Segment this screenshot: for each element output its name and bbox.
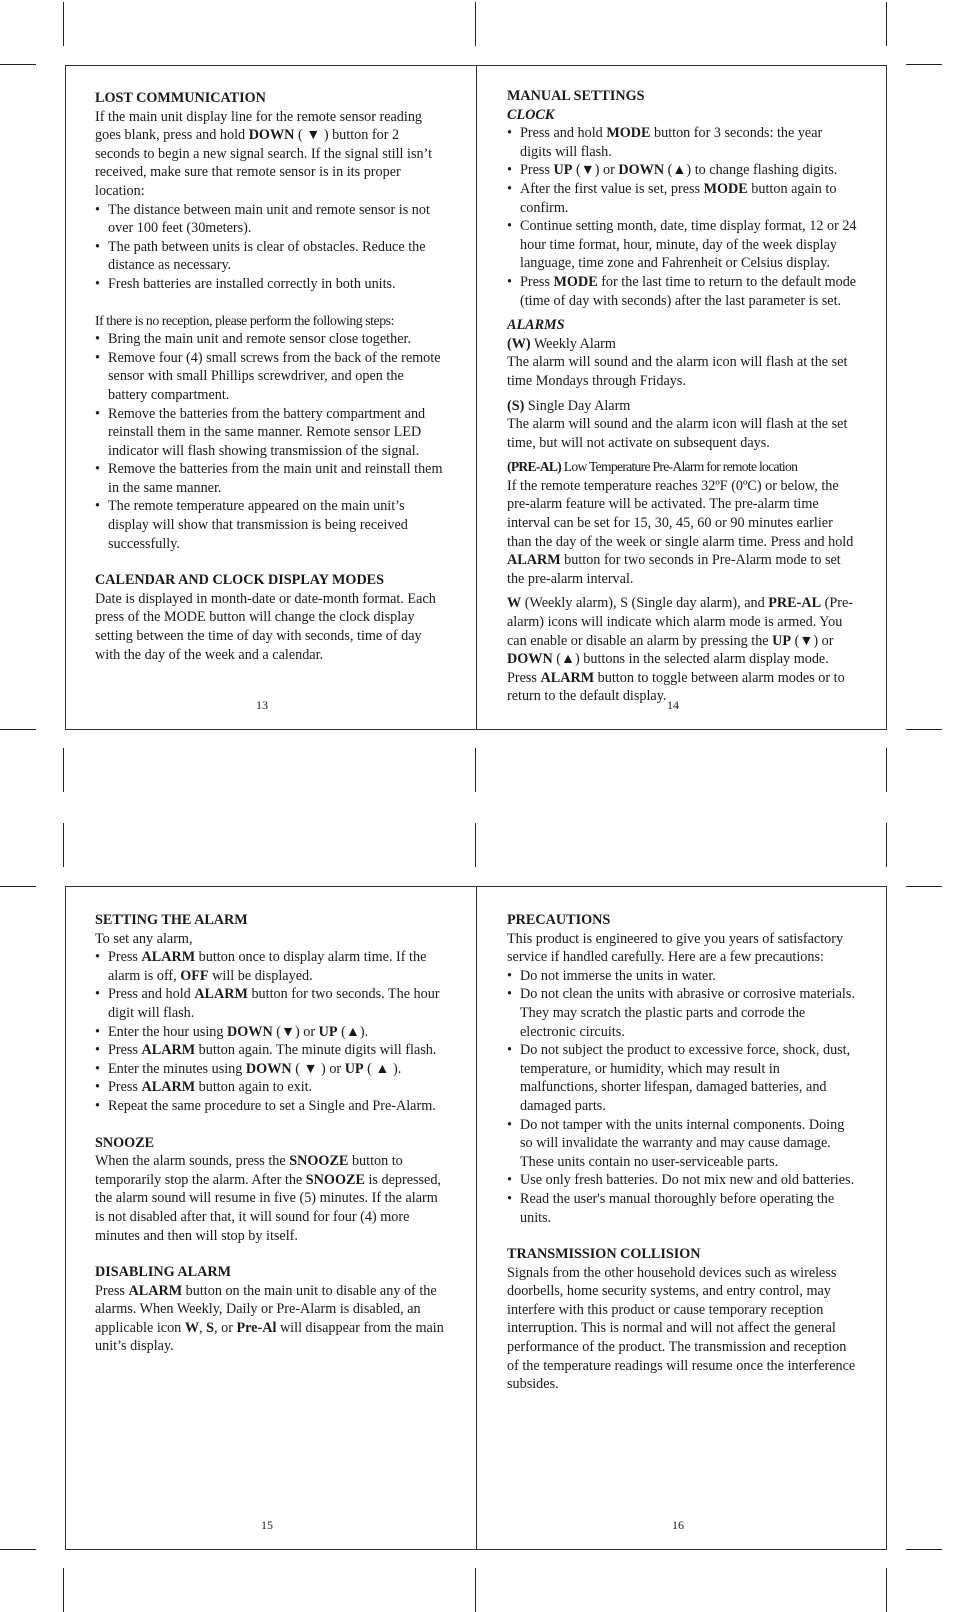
transmission-collision-heading: TRANSMISSION COLLISION [507,1246,701,1263]
list-item: • Enter the hour using DOWN (▼) or UP (▲). [95,1023,445,1042]
crop-mark [906,1549,942,1550]
page-number-15: 15 [261,1518,273,1532]
setting-alarm-heading: SETTING THE ALARM [95,912,248,928]
crop-mark [906,64,942,65]
list-item: • Fresh batteries are installed correctly in both units. [95,275,445,294]
list-item: • Do not immerse the units in water. [507,967,857,986]
clock-subheading: CLOCK [507,106,555,123]
pre-alarm-title: (PRE-AL) Low Temperature Pre-Alarm for remote location [507,459,798,475]
page-number-16: 16 [672,1518,684,1532]
list-item: • Press and hold MODE button for 3 seconds: the year digits will flash. [507,124,857,161]
list-item: • Do not tamper with the units internal components. Doing so will invalidate the warranty and may cause damage. These units contain no user-serviceable parts. [507,1116,857,1172]
precautions-heading: PRECAUTIONS [507,912,611,928]
crop-mark [0,729,36,730]
crop-mark [63,748,64,792]
snooze-text: When the alarm sounds, press the SNOOZE button to temporarily stop the alarm. After the SNOOZE is depressed, the alarm sound will resume in five (5) minutes. If the alarm is not disabled after that, it will sound for four (4) more minutes and then will stop by itself. [95,1153,441,1244]
precautions-intro: This product is engineered to give you years of satisfactory service if handled carefully. Here are a few precautions: [507,930,844,966]
list-item: • The distance between main unit and remote sensor is not over 100 feet (30meters). [95,201,445,238]
crop-mark [63,2,64,46]
list-item: • The path between units is clear of obstacles. Reduce the distance as necessary. [95,238,445,275]
pre-alarm-text: If the remote temperature reaches 32ºF (0ºC) or below, the pre-alarm feature will be activated. The pre-alarm time interval can be set for 15, 30, 45, 60 or 90 minutes earlier than the day of the week or single alarm time. Press and hold ALARM button for two seconds in Pre-Alarm mode to set the pre-alarm interval. [507,477,854,587]
no-reception-steps [95,330,445,553]
crop-mark [0,886,36,887]
transmission-collision-text: Signals from the other household devices such as wireless doorbells, home security systems, and entry control, may interfere with this product or cause temporary reception interruption. This is normal and will not affect the general performance of the product. The transmission and reception of the temperature readings will resume once the interference subsides. [507,1264,856,1393]
list-item: • Continue setting month, date, time display format, 12 or 24 hour time format, hour, minute, day of the week display language, time zone and Fahrenheit or Celsius display. [507,217,857,273]
list-item: • The remote temperature appeared on the main unit’s display will show that transmission is being received successfully. [95,497,445,553]
crop-mark [906,729,942,730]
crop-mark [886,1568,887,1612]
crop-mark [475,823,476,867]
lost-communication-heading: LOST COMMUNICATION [95,90,266,106]
page-number-13: 13 [256,698,268,712]
page-number-14: 14 [667,698,679,712]
lost-communication-checklist [95,201,445,294]
list-item: • Do not clean the units with abrasive or corrosive materials. They may scratch the plastic parts and corrode the electronic circuits. [507,985,857,1041]
single-alarm-title: (S) Single Day Alarm [507,397,631,414]
list-item: • Press ALARM button once to display alarm time. If the alarm is off, OFF will be displayed. [95,948,445,985]
calendar-clock-text: Date is displayed in month-date or date-month format. Each press of the MODE button will change the clock display setting between the time of day with seconds, time of day with the day of the week and a calendar. [95,590,436,663]
crop-mark [475,2,476,46]
list-item: • Use only fresh batteries. Do not mix new and old batteries. [507,1171,857,1190]
list-item: • Do not subject the product to excessive force, shock, dust, temperature, or humidity, which may result in malfunctions, shorter lifespan, damaged batteries, and damaged parts. [507,1041,857,1115]
crop-mark [886,2,887,46]
weekly-alarm-title: (W) Weekly Alarm [507,335,616,352]
lost-communication-intro: If the main unit display line for the remote sensor reading goes blank, press and hold DOWN ( ▼ ) button for 2 seconds to begin a new signal search. If the signal still isn’t received, make sure that remote sensor is in its proper location: [95,108,433,199]
list-item: • Press MODE for the last time to return to the default mode (time of day with seconds) after the last parameter is set. [507,273,857,310]
list-item: • Remove four (4) small screws from the back of the remote sensor with small Phillips screwdriver, and open the battery compartment. [95,349,445,405]
alarm-modes-text: W (Weekly alarm), S (Single day alarm), and PRE-AL (Pre-alarm) icons will indicate which alarm mode is armed. You can enable or disable an alarm by pressing the UP (▼) or DOWN (▲) buttons in the selected alarm display mode. Press ALARM button to toggle between alarm modes or to return to the default display. [507,595,853,705]
crop-mark [63,1568,64,1612]
disabling-alarm-text: Press ALARM button on the main unit to disable any of the alarms. When Weekly, Daily or Pre-Alarm is disabled, an applicable icon W, S, or Pre-Al will disappear from the main unit’s display. [95,1282,444,1355]
crop-mark [475,1568,476,1612]
page-divider [476,66,477,729]
setting-alarm-intro: To set any alarm, [95,930,193,947]
precautions-list [507,967,857,1227]
list-item: • Remove the batteries from the battery compartment and reinstall them in the same manner. Remote sensor LED indicator will flash showing transmission of the signal. [95,405,445,461]
crop-mark [475,748,476,792]
page-14-column [507,87,857,706]
calendar-clock-heading: CALENDAR AND CLOCK DISPLAY MODES [95,572,385,589]
page-divider [476,887,477,1549]
list-item: • Enter the minutes using DOWN ( ▼ ) or UP ( ▲ ). [95,1060,445,1079]
sheet-top [65,65,887,730]
list-item: • Press UP (▼) or DOWN (▲) to change flashing digits. [507,161,857,180]
manual-settings-heading: MANUAL SETTINGS [507,88,645,104]
no-reception-intro: If there is no reception, please perform the following steps: [95,312,394,328]
page-16-column [507,911,857,1394]
weekly-alarm-text: The alarm will sound and the alarm icon will flash at the set time Mondays through Fridays. [507,354,848,389]
sheet-bottom [65,886,887,1550]
snooze-heading: SNOOZE [95,1134,155,1151]
setting-alarm-steps [95,948,445,1115]
list-item: • Press ALARM button again. The minute digits will flash. [95,1041,445,1060]
disabling-alarm-heading: DISABLING ALARM [95,1264,231,1281]
list-item: • Read the user's manual thoroughly before operating the units. [507,1190,857,1227]
list-item: • Repeat the same procedure to set a Single and Pre-Alarm. [95,1097,445,1116]
list-item: • Press ALARM button again to exit. [95,1078,445,1097]
single-alarm-text: The alarm will sound and the alarm icon will flash at the set time, but will not activate on subsequent days. [507,416,848,451]
crop-mark [886,823,887,867]
crop-mark [886,748,887,792]
alarms-subheading: ALARMS [507,317,565,334]
page-15-column [95,911,445,1356]
crop-mark [0,1549,36,1550]
list-item: • After the first value is set, press MODE button again to confirm. [507,180,857,217]
crop-mark [63,823,64,867]
list-item: • Bring the main unit and remote sensor close together. [95,330,445,349]
page-13-column [95,89,445,664]
list-item: • Remove the batteries from the main unit and reinstall them in the same manner. [95,460,445,497]
list-item: • Press and hold ALARM button for two seconds. The hour digit will flash. [95,985,445,1022]
crop-mark [0,64,36,65]
clock-steps [507,124,857,310]
crop-mark [906,886,942,887]
